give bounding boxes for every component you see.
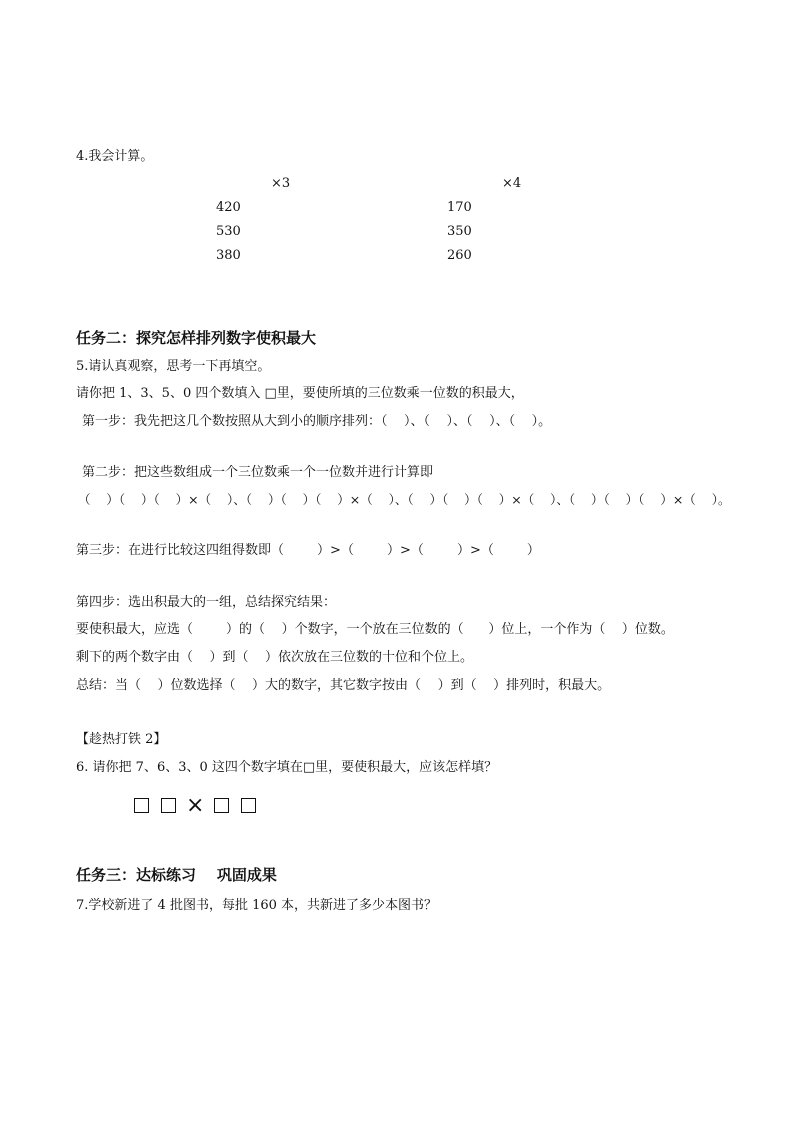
times-sign: × <box>186 793 205 818</box>
col2-value: 260 <box>447 248 472 263</box>
task2-heading: 任务二：探究怎样排列数字使积最大 <box>76 329 317 347</box>
col1-value: 380 <box>216 248 241 263</box>
question-5-prompt: 请你把 1、3、5、0 四个数填入 □里，要使所填的三位数乘一位数的积最大， <box>76 386 524 401</box>
digit-box[interactable] <box>241 798 256 813</box>
step-4-line-2: 剩下的两个数字由（ ）到（ ）依次放在三位数的十位和个位上。 <box>76 650 474 665</box>
practice-label: 【趁热打铁 2】 <box>76 732 167 747</box>
question-6: 6. 请你把 7、6、3、0 这四个数字填在□里，要使积最大，应该怎样填？ <box>76 760 498 775</box>
step-1: 第一步：我先把这几个数按照从大到小的顺序排列：（ ）、（ ）、（ ）、（ ）。 <box>82 414 552 429</box>
summary: 总结：当（ ）位数选择（ ）大的数字，其它数字按由（ ）到（ ）排列时，积最大。 <box>76 678 611 693</box>
step-4-line-1: 要使积最大，应选（ ）的（ ）个数字，一个放在三位数的（ ）位上，一个作为（ ）位数。 <box>76 622 674 637</box>
col2-value: 350 <box>447 224 472 239</box>
col1-value: 530 <box>216 224 241 239</box>
col2-value: 170 <box>447 200 472 215</box>
question-5-intro: 5.请认真观察，思考一下再填空。 <box>76 359 271 374</box>
step-2: 第二步：把这些数组成一个三位数乘一个一位数并进行计算即 <box>82 465 434 480</box>
question-4-title: 4.我会计算。 <box>76 149 154 164</box>
digit-box[interactable] <box>161 798 176 813</box>
col1-value: 420 <box>216 200 241 215</box>
col1-header: ×3 <box>271 176 291 191</box>
question-7: 7.学校新进了 4 批图书，每批 160 本，共新进了多少本图书？ <box>76 898 438 913</box>
step-2-blanks: （ ）（ ）（ ）×（ ）、（ ）（ ）（ ）×（ ）、（ ）（ ）（ ）×（ ）、（ ）（ ）（ ）×（ ）。 <box>78 492 731 507</box>
col2-header: ×4 <box>502 176 522 191</box>
digit-box[interactable] <box>134 798 149 813</box>
digit-box[interactable] <box>214 798 229 813</box>
step-4: 第四步：选出积最大的一组，总结探究结果： <box>76 595 337 610</box>
task3-heading: 任务三：达标练习 巩固成果 <box>76 866 277 884</box>
step-3: 第三步：在进行比较这四组得数即（ ）>（ ）>（ ）>（ ） <box>76 543 540 558</box>
